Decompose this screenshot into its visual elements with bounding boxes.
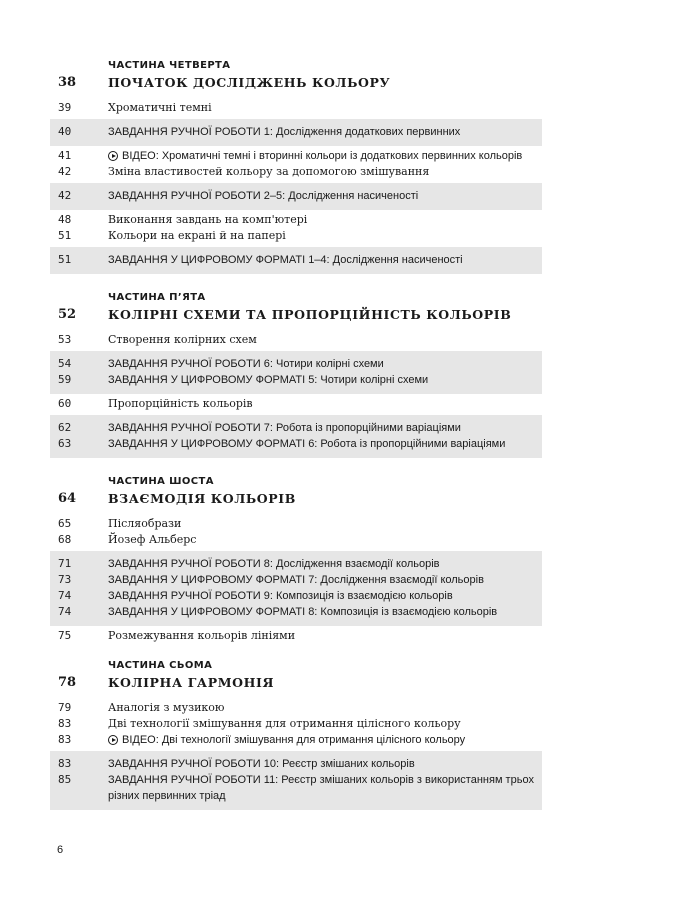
entry-page: 63 <box>58 437 72 450</box>
entry-title: ЗАВДАННЯ РУЧНОЇ РОБОТИ 10: Реєстр змішаних кольорів <box>108 758 415 770</box>
entry-title: ЗАВДАННЯ РУЧНОЇ РОБОТИ 8: Дослідження взаємодії кольорів <box>108 558 440 570</box>
toc-entry[interactable] <box>50 516 542 532</box>
toc-entry-task[interactable] <box>50 188 542 204</box>
entry-page: 60 <box>58 397 72 410</box>
entry-title: Післяобрази <box>108 517 182 530</box>
toc-entry[interactable] <box>50 628 542 644</box>
part-title: ВЗАЄМОДІЯ КОЛЬОРІВ <box>108 491 296 506</box>
entry-title: Кольори на екрані й на папері <box>108 229 286 242</box>
part-label: ЧАСТИНА СЬОМА <box>108 660 213 671</box>
entry-title: ЗАВДАННЯ РУЧНОЇ РОБОТИ 9: Композиція із взаємодією кольорів <box>108 590 453 602</box>
entry-page: 40 <box>58 125 72 138</box>
entry-title: ЗАВДАННЯ РУЧНОЇ РОБОТИ 11: Реєстр змішаних кольорів з використанням трьох різних первинних тріад <box>108 774 534 802</box>
entry-title: ЗАВДАННЯ РУЧНОЇ РОБОТИ 2–5: Дослідження насиченості <box>108 190 419 202</box>
part-page-number: 78 <box>58 675 77 690</box>
entry-page: 74 <box>58 605 72 618</box>
entry-page: 48 <box>58 213 72 226</box>
toc-entry[interactable] <box>50 716 542 732</box>
entry-page: 73 <box>58 573 72 586</box>
entry-page: 68 <box>58 533 72 546</box>
entry-title: ЗАВДАННЯ РУЧНОЇ РОБОТИ 6: Чотири колірні схеми <box>108 358 384 370</box>
entry-title: Дві технології змішування для отримання цілісного кольору <box>108 717 461 730</box>
part-title: ПОЧАТОК ДОСЛІДЖЕНЬ КОЛЬОРУ <box>108 75 391 90</box>
entry-page: 62 <box>58 421 72 434</box>
entry-title: ЗАВДАННЯ У ЦИФРОВОМУ ФОРМАТІ 8: Композиція із взаємодією кольорів <box>108 606 498 618</box>
entry-page: 54 <box>58 357 72 370</box>
toc-entry[interactable] <box>50 532 542 548</box>
entry-title: ЗАВДАННЯ РУЧНОЇ РОБОТИ 1: Дослідження додаткових первинних <box>108 126 461 138</box>
part-title: КОЛІРНА ГАРМОНІЯ <box>108 675 275 690</box>
part-heading[interactable] <box>50 675 542 693</box>
entry-title: Розмежування кольорів лініями <box>108 629 296 642</box>
entry-title: ЗАВДАННЯ У ЦИФРОВОМУ ФОРМАТІ 6: Робота із пропорційними варіаціями <box>108 438 506 450</box>
entry-title: Йозеф Альберс <box>108 533 197 546</box>
toc-entry[interactable] <box>50 396 542 412</box>
entry-title: ВІДЕО: Хроматичні темні і вторинні кольори із додаткових первинних кольорів <box>122 150 523 162</box>
play-icon <box>108 151 118 161</box>
part-page-number: 52 <box>58 307 77 322</box>
entry-page: 42 <box>58 189 72 202</box>
toc-entry-task[interactable] <box>50 252 542 268</box>
toc-entry-task[interactable] <box>50 556 542 572</box>
part-page-number: 38 <box>58 75 77 90</box>
part-page-number: 64 <box>58 491 77 506</box>
entry-title: ЗАВДАННЯ У ЦИФРОВОМУ ФОРМАТІ 1–4: Дослідження насиченості <box>108 254 463 266</box>
toc-entry[interactable] <box>50 700 542 716</box>
toc-entry-video[interactable] <box>50 732 542 748</box>
entry-page: 83 <box>58 733 72 746</box>
toc-entry-task[interactable] <box>50 436 542 452</box>
entry-page: 79 <box>58 701 72 714</box>
toc-entry-task[interactable] <box>50 756 542 772</box>
entry-title: Хроматичні темні <box>108 101 212 114</box>
entry-page: 39 <box>58 101 72 114</box>
toc-entry[interactable] <box>50 212 542 228</box>
part-heading[interactable] <box>50 307 542 325</box>
toc-entry-task[interactable] <box>50 356 542 372</box>
entry-title: Аналогія з музикою <box>108 701 225 714</box>
part-title: КОЛІРНІ СХЕМИ ТА ПРОПОРЦІЙНІСТЬ КОЛЬОРІВ <box>108 307 512 322</box>
page-number: 6 <box>57 844 64 856</box>
entry-title: Виконання завдань на комп'ютері <box>108 213 308 226</box>
toc-entry-video[interactable] <box>50 148 542 164</box>
entry-page: 83 <box>58 757 72 770</box>
entry-page: 65 <box>58 517 72 530</box>
entry-page: 51 <box>58 229 72 242</box>
entry-title: Пропорційність кольорів <box>108 397 253 410</box>
entry-page: 51 <box>58 253 72 266</box>
entry-title: Створення колірних схем <box>108 333 257 346</box>
entry-page: 42 <box>58 165 72 178</box>
entry-page: 85 <box>58 773 72 786</box>
toc-entry-task[interactable] <box>50 588 542 604</box>
toc-entry[interactable] <box>50 164 542 180</box>
entry-page: 74 <box>58 589 72 602</box>
entry-page: 75 <box>58 629 72 642</box>
toc-entry-task[interactable] <box>50 124 542 140</box>
part-label: ЧАСТИНА П’ЯТА <box>108 292 206 303</box>
toc-entry-task[interactable] <box>50 772 542 804</box>
part-label: ЧАСТИНА ЧЕТВЕРТА <box>108 60 231 71</box>
entry-title: Зміна властивостей кольору за допомогою змішування <box>108 165 430 178</box>
toc-entry[interactable] <box>50 332 542 348</box>
entry-title: ВІДЕО: Дві технології змішування для отримання цілісного кольору <box>122 734 466 746</box>
part-label: ЧАСТИНА ШОСТА <box>108 476 214 487</box>
entry-page: 71 <box>58 557 72 570</box>
toc-entry-task[interactable] <box>50 372 542 388</box>
toc-entry[interactable] <box>50 228 542 244</box>
toc-entry-task[interactable] <box>50 420 542 436</box>
entry-page: 53 <box>58 333 72 346</box>
entry-page: 41 <box>58 149 72 162</box>
entry-title: ЗАВДАННЯ РУЧНОЇ РОБОТИ 7: Робота із пропорційними варіаціями <box>108 422 461 434</box>
toc-entry[interactable] <box>50 100 542 116</box>
toc-entry-task[interactable] <box>50 604 542 620</box>
part-heading[interactable] <box>50 491 542 509</box>
entry-page: 83 <box>58 717 72 730</box>
entry-page: 59 <box>58 373 72 386</box>
play-icon <box>108 735 118 745</box>
toc-entry-task[interactable] <box>50 572 542 588</box>
part-heading[interactable] <box>50 75 542 93</box>
entry-title: ЗАВДАННЯ У ЦИФРОВОМУ ФОРМАТІ 7: Дослідження взаємодії кольорів <box>108 574 484 586</box>
entry-title: ЗАВДАННЯ У ЦИФРОВОМУ ФОРМАТІ 5: Чотири колірні схеми <box>108 374 429 386</box>
